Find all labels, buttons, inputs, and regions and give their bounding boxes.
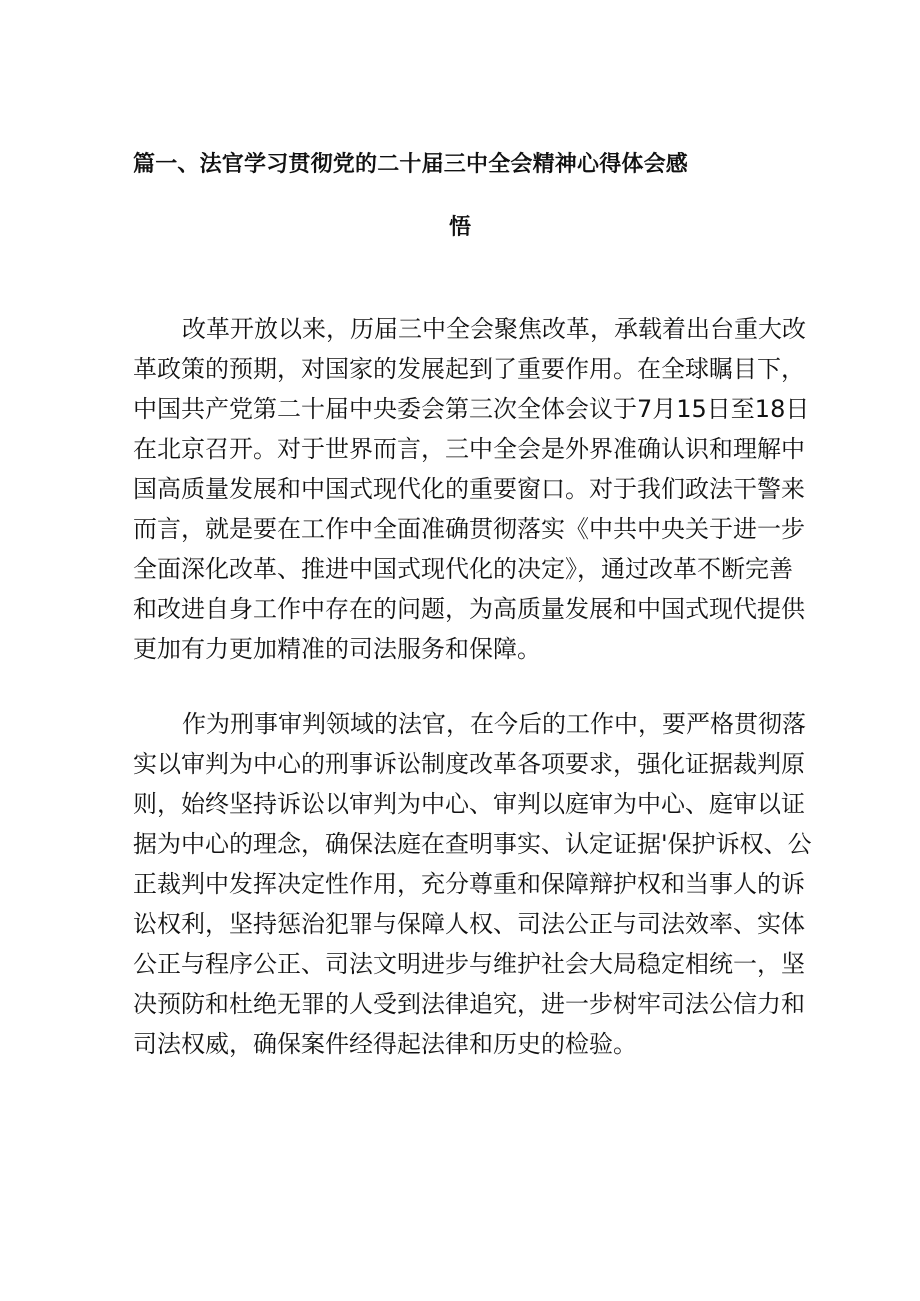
paragraph-line: 全面深化改革、推进中国式现代化的决定》，通过改革不断完善 [133, 555, 793, 583]
paragraph-2 [133, 704, 812, 1064]
paragraph-line: 正裁判中发挥决定性作用，充分尊重和保障辩护权和当事人的诉 [133, 870, 805, 898]
paragraph-line: 和改进自身工作中存在的问题，为高质量发展和中国式现代提供 [133, 595, 805, 623]
paragraph-line: 而言，就是要在工作中全面准确贯彻落实《中共中央关于进一步 [133, 515, 805, 543]
paragraph-line: 决预防和杜绝无罪的人受到法律追究，进一步树牢司法公信力和 [133, 990, 805, 1018]
document-title-line-1: 篇一、法官学习贯彻党的二十届三中全会精神心得体会感 [133, 152, 689, 177]
paragraph-line: 国高质量发展和中国式现代化的重要窗口。对于我们政法干警来 [133, 475, 805, 503]
paragraph-line: 据为中心的理念，确保法庭在查明事实、认定证据'保护诉权、公 [133, 830, 812, 858]
paragraph-line: 作为刑事审判领域的法官，在今后的工作中，要严格贯彻落 [182, 710, 806, 738]
document-title-line-2: 悟 [449, 215, 472, 240]
paragraph-1 [133, 309, 810, 669]
paragraph-line: 讼权利，坚持惩治犯罪与保障人权、司法公正与司法效率、实体 [133, 910, 805, 938]
paragraph-line: 实以审判为中心的刑事诉讼制度改革各项要求，强化证据裁判原 [133, 750, 805, 778]
paragraph-line: 中国共产党第二十届中央委会第三次全体会议于7月15日至18日 [133, 395, 810, 423]
paragraph-line: 更加有力更加精准的司法服务和保障。 [133, 635, 541, 663]
paragraph-line: 则，始终坚持诉讼以审判为中心、审判以庭审为中心、庭审以证 [133, 790, 805, 818]
paragraph-line: 司法权威，确保案件经得起法律和历史的检验。 [133, 1030, 637, 1058]
paragraph-line: 在北京召开。对于世界而言，三中全会是外界准确认识和理解中 [133, 435, 805, 463]
paragraph-line: 公正与程序公正、司法文明进步与维护社会大局稳定相统一，坚 [133, 950, 805, 978]
paragraph-line: 革政策的预期，对国家的发展起到了重要作用。在全球瞩目下， [133, 355, 805, 383]
paragraph-line: 改革开放以来，历届三中全会聚焦改革，承载着出台重大改 [182, 315, 806, 343]
